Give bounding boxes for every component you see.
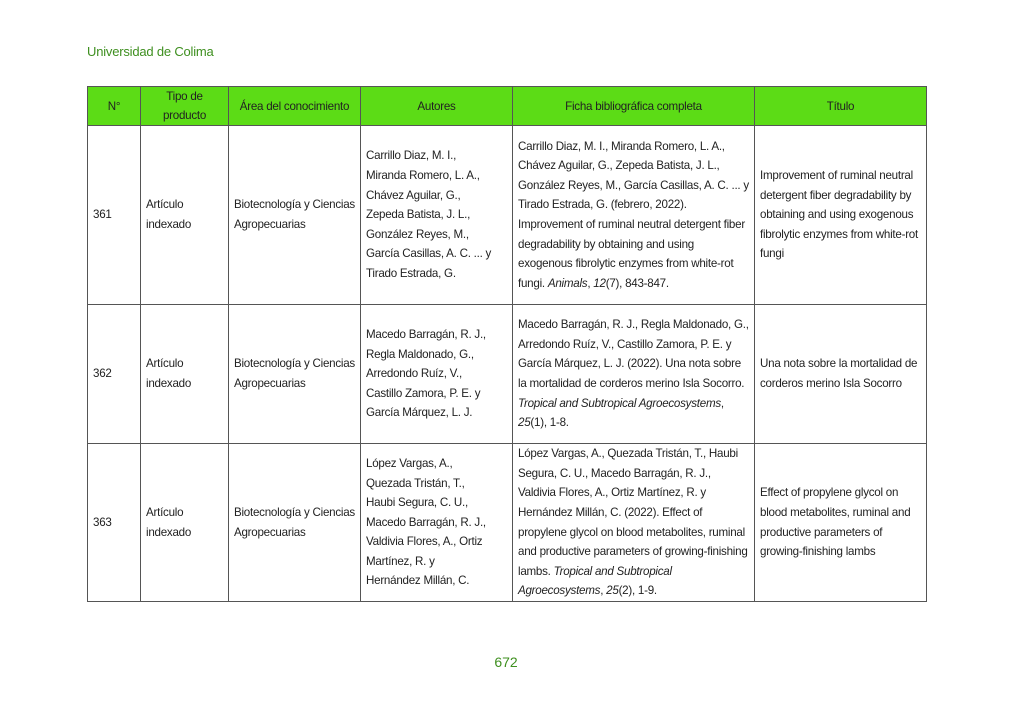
author-line: Zepeda Batista, J. L., [366,208,471,222]
column-header-authors: Autores [361,87,513,126]
author-line: Castillo Zamora, P. E. y [366,386,481,400]
article-title: Effect of propylene glycol on blood metabolites, ruminal and productive parameters of growing-finishing lambs [755,444,927,602]
column-header-product-type: Tipo de producto [141,87,229,126]
product-type: Artículo indexado [141,305,229,444]
article-title: Improvement of ruminal neutral detergent fiber degradability by obtaining and using exogenous fibrolytic enzymes from white-rot fungi [755,126,927,305]
product-type: Artículo indexado [141,444,229,602]
author-line: García Casillas, A. C. ... y [366,247,492,261]
page-number: 672 [494,654,518,670]
column-header-title: Título [755,87,927,126]
table-row [88,126,927,305]
author-line: González Reyes, M., [366,227,469,241]
author-line: Martínez, R. y [366,554,435,568]
row-number: 363 [88,444,141,602]
author-line: Hernández Millán, C. [366,574,470,588]
row-number: 362 [88,305,141,444]
reference-pages: (7), 843-847. [605,276,669,290]
reference-text: Macedo Barragán, R. J., Regla Maldonado, G., Arredondo Ruíz, V., Castillo Zamora, P. E. y García Márquez, L. J. (2022). Una nota sobre la mortalidad de corderos merino Isla Socorro. [518,318,749,390]
journal-name: Tropical and Subtropical Agroecosystems [518,396,721,410]
bibliographic-record [513,305,755,444]
author-line: García Márquez, L. J. [366,406,473,420]
author-line: Quezada Tristán, T., [366,476,465,490]
reference-text: López Vargas, A., Quezada Tristán, T., Haubi Segura, C. U., Macedo Barragán, R. J., Valdivia Flores, A., Ortiz Martínez, R. y Hernández Millán, C. (2022). Effect of propylene glycol on blood metabolites, ruminal and productive parameters of growing-finishing lambs. [518,447,748,578]
knowledge-area: Biotecnología y Ciencias Agropecuarias [229,305,361,444]
author-line: López Vargas, A., [366,456,453,470]
product-type: Artículo indexado [141,126,229,305]
article-title: Una nota sobre la mortalidad de corderos merino Isla Socorro [755,305,927,444]
column-header-bibliographic-record: Ficha bibliográfica completa [513,87,755,126]
table-row [88,444,927,602]
journal-volume: 12 [593,276,606,290]
institution-header: Universidad de Colima [87,44,214,59]
products-table [87,86,927,602]
author-line: Macedo Barragán, R. J., [366,328,486,342]
journal-volume: 25 [518,416,531,430]
author-line: Arredondo Ruíz, V., [366,367,463,381]
author-line: Chávez Aguilar, G., [366,188,461,202]
author-line: Macedo Barragán, R. J., [366,515,486,529]
knowledge-area: Biotecnología y Ciencias Agropecuarias [229,444,361,602]
knowledge-area: Biotecnología y Ciencias Agropecuarias [229,126,361,305]
journal-name: Tropical and Subtropical Agroecosystems [518,564,672,598]
reference-separator: , [720,396,724,410]
table-header-row [88,87,927,126]
journal-name: Animals [547,276,588,290]
authors-cell [361,305,513,444]
author-line: Regla Maldonado, G., [366,347,474,361]
table-row [88,305,927,444]
authors-cell [361,126,513,305]
column-header-number: N° [88,87,141,126]
author-line: Miranda Romero, L. A., [366,169,480,183]
author-line: Carrillo Diaz, M. I., [366,149,457,163]
authors-cell [361,444,513,602]
row-number: 361 [88,126,141,305]
column-header-knowledge-area: Área del conocimiento [229,87,361,126]
author-line: Valdivia Flores, A., Ortiz [366,535,483,549]
journal-volume: 25 [606,584,619,598]
bibliographic-record [513,444,755,602]
reference-pages: (2), 1-9. [618,584,657,598]
author-line: Tirado Estrada, G. [366,266,456,280]
reference-text: Carrillo Diaz, M. I., Miranda Romero, L. A., Chávez Aguilar, G., Zepeda Batista, J. L., González Reyes, M., García Casillas, A. C. ... y Tirado Estrada, G. (febrero, 2022). Improvement of ruminal neutral detergent fiber degradability by obtaining and using exogenous fibrolytic enzymes from white-rot fungi. [518,139,749,290]
author-line: Haubi Segura, C. U., [366,496,468,510]
reference-separator: , [587,276,594,290]
reference-separator: , [600,584,607,598]
bibliographic-record [513,126,755,305]
reference-pages: (1), 1-8. [530,416,569,430]
